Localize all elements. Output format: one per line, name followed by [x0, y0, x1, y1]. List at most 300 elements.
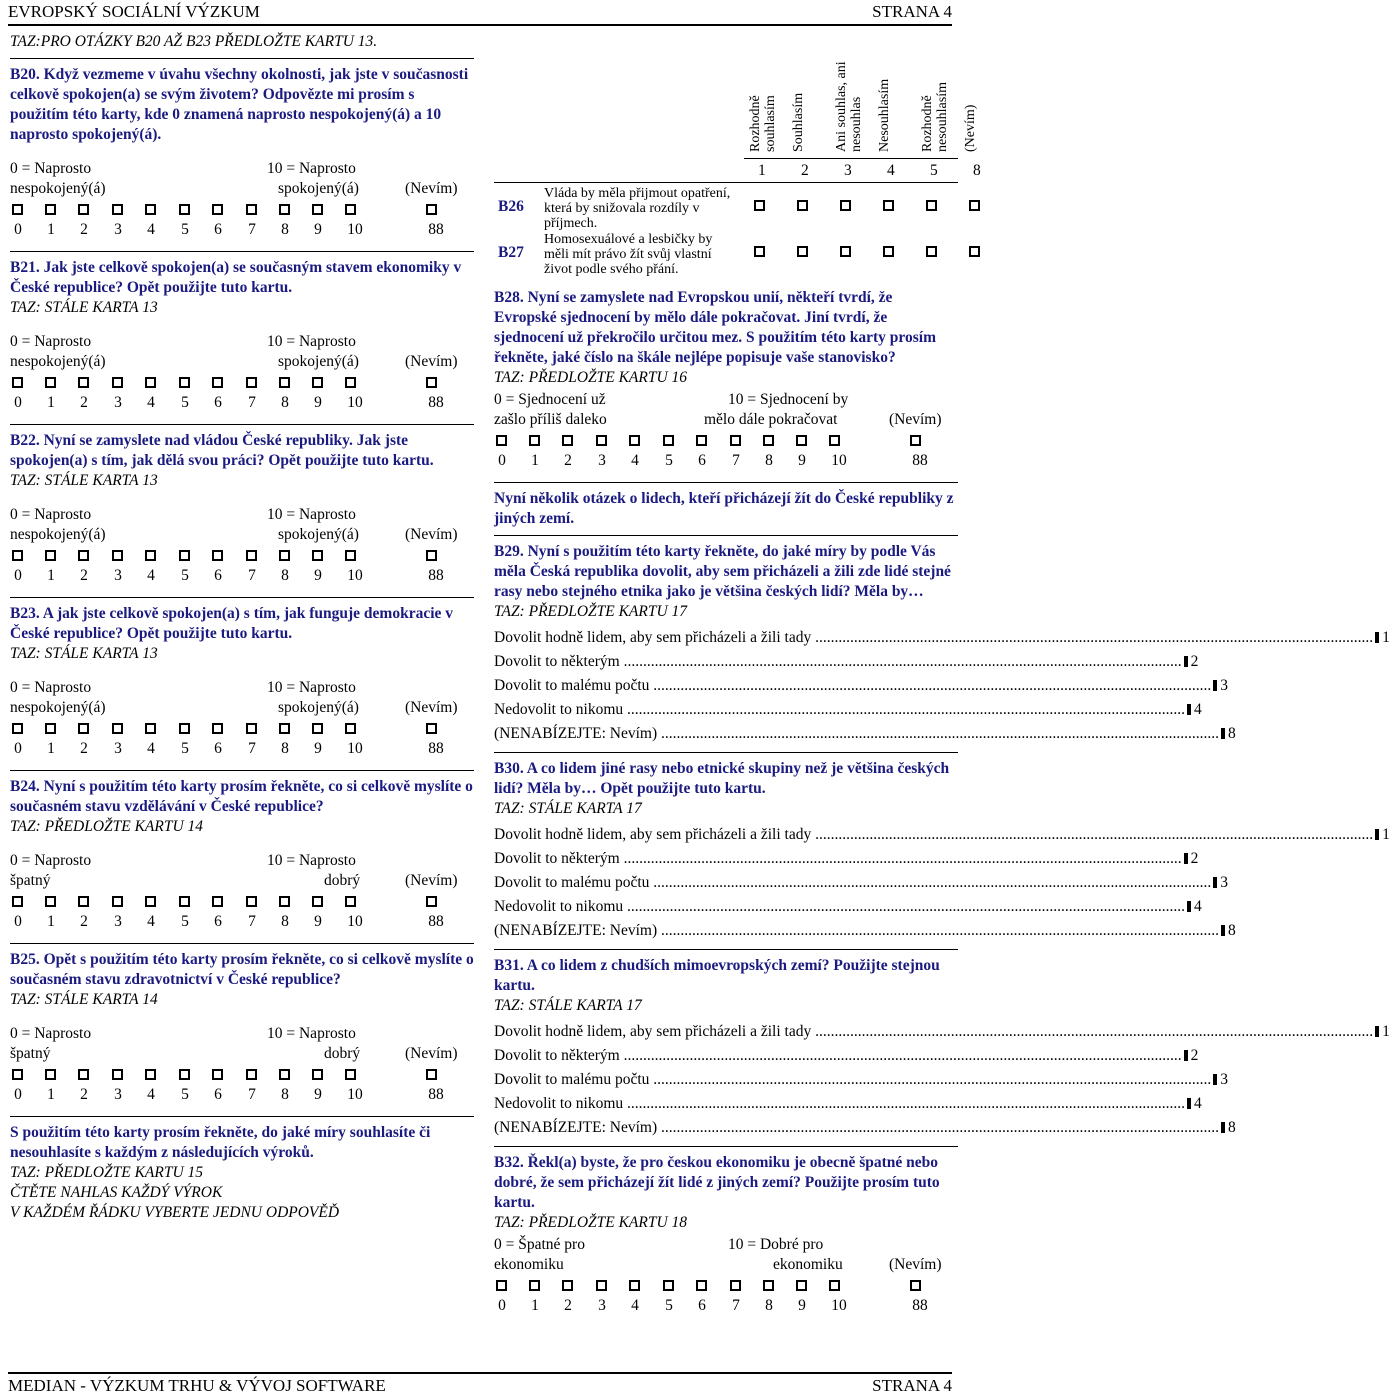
- scale-checkbox-7[interactable]: [246, 204, 257, 215]
- agree-checkbox-3[interactable]: [840, 200, 851, 211]
- scale-checkbox-7[interactable]: [730, 1280, 741, 1291]
- scale-number: 10: [347, 1086, 363, 1103]
- scale-checkbox-0[interactable]: [12, 723, 23, 734]
- header-page: STRANA 4: [872, 2, 952, 21]
- scale-dontknow-label: (Nevím): [405, 872, 458, 889]
- scale-checkbox-3[interactable]: [112, 377, 123, 388]
- agree-row-text: Vláda by měla přijmout opatření, která by snižovala rozdíly v příjmech.: [544, 186, 731, 231]
- scale-checkbox-2[interactable]: [78, 896, 89, 907]
- scale-checkbox-7[interactable]: [246, 896, 257, 907]
- scale-number: 5: [181, 394, 189, 411]
- scale-number: 3: [114, 1086, 122, 1103]
- scale-number: 4: [147, 740, 155, 757]
- scale-number: 10: [347, 740, 363, 757]
- hint-b29: TAZ: PŘEDLOŽTE KARTU 17: [494, 603, 688, 620]
- scale-number: 10: [347, 567, 363, 584]
- scale-b24: [10, 851, 474, 935]
- scale-checkbox-88[interactable]: [426, 896, 437, 907]
- scale-checkbox-2[interactable]: [78, 377, 89, 388]
- scale-checkbox-6[interactable]: [212, 204, 223, 215]
- question-b30: B30. A co lidem jiné rasy nebo etnické skupiny než je většina českých lidí? Měla by… Opět použijte tuto kartu.: [494, 760, 950, 797]
- scale-number: 5: [181, 913, 189, 930]
- scale-number: 10: [347, 221, 363, 238]
- divider: [494, 949, 958, 950]
- scale-checkbox-2[interactable]: [78, 550, 89, 561]
- scale-checkbox-4[interactable]: [629, 435, 640, 446]
- agree-table-codes: [744, 162, 981, 182]
- scale-checkbox-4[interactable]: [145, 377, 156, 388]
- agree-checkbox-2[interactable]: [797, 246, 808, 257]
- option-checkbox[interactable]: [1221, 925, 1225, 936]
- scale-checkbox-3[interactable]: [112, 550, 123, 561]
- agree-row-text: Homosexuálové a lesbičky by měli mít právo žít svůj vlastní život podle svého přání.: [544, 232, 713, 277]
- scale-left-label-1: 0 = Naprosto: [10, 852, 92, 869]
- scale-checkbox-8[interactable]: [279, 723, 290, 734]
- scale-number: 3: [114, 394, 122, 411]
- option-checkbox[interactable]: [1187, 1098, 1191, 1109]
- scale-checkbox-5[interactable]: [179, 377, 190, 388]
- option-row[interactable]: [494, 823, 1390, 847]
- scale-checkbox-4[interactable]: [145, 1069, 156, 1080]
- option-label: Dovolit to malému počtu .....: [494, 674, 1211, 698]
- scale-number: 3: [598, 452, 606, 469]
- scale-checkbox-5[interactable]: [663, 1280, 674, 1291]
- option-checkbox[interactable]: [1213, 680, 1217, 691]
- agree-checkbox-1[interactable]: [754, 246, 765, 257]
- option-row[interactable]: [494, 626, 1390, 650]
- divider: [10, 597, 474, 598]
- scale-b28: [494, 390, 958, 474]
- footer-rule: [8, 1372, 952, 1374]
- scale-checkbox-4[interactable]: [629, 1280, 640, 1291]
- scale-checkbox-9[interactable]: [312, 550, 323, 561]
- scale-checkbox-3[interactable]: [112, 1069, 123, 1080]
- option-checkbox[interactable]: [1187, 704, 1191, 715]
- scale-checkbox-1[interactable]: [45, 1069, 56, 1080]
- scale-checkbox-9[interactable]: [312, 1069, 323, 1080]
- scale-number: 2: [80, 394, 88, 411]
- option-code: 2: [1190, 1047, 1199, 1064]
- scale-checkboxes: [10, 718, 474, 740]
- scale-checkbox-88[interactable]: [910, 1280, 921, 1291]
- scale-number: 6: [214, 567, 222, 584]
- scale-number: 7: [732, 1297, 740, 1314]
- scale-checkbox-6[interactable]: [696, 435, 707, 446]
- scale-number: 9: [314, 913, 322, 930]
- scale-checkbox-8[interactable]: [763, 435, 774, 446]
- agree-checkbox-5[interactable]: [926, 200, 937, 211]
- scale-checkbox-0[interactable]: [12, 377, 23, 388]
- option-code: 1: [1382, 629, 1390, 646]
- scale-right-label-2: spokojený(á): [278, 353, 359, 370]
- scale-number: 0: [14, 567, 22, 584]
- agree-table-rows: [494, 186, 958, 278]
- scale-number: 5: [665, 1297, 673, 1314]
- option-label: Nedovolit to nikomu .....: [494, 698, 1185, 722]
- option-checkbox[interactable]: [1184, 853, 1188, 864]
- scale-checkbox-5[interactable]: [663, 435, 674, 446]
- page-footer: [8, 1376, 952, 1396]
- agree-header: Rozhodně nesouhlasím: [920, 82, 950, 152]
- hint-b23: TAZ: STÁLE KARTA 13: [10, 645, 158, 662]
- scale-checkbox-6[interactable]: [212, 1069, 223, 1080]
- scale-dontknow-label: (Nevím): [405, 699, 458, 716]
- option-row[interactable]: [494, 1092, 1202, 1116]
- divider: [494, 535, 958, 536]
- scale-checkbox-10[interactable]: [345, 377, 356, 388]
- scale-right-label-1: 10 = Naprosto: [267, 852, 356, 869]
- agree-header: Nesouhlasím: [877, 78, 892, 152]
- footer-page: STRANA 4: [872, 1376, 952, 1395]
- scale-checkbox-1[interactable]: [529, 435, 540, 446]
- agree-row: [494, 232, 958, 278]
- scale-number: 5: [181, 567, 189, 584]
- scale-number: 8: [281, 394, 289, 411]
- option-label: Nedovolit to nikomu .....: [494, 1092, 1185, 1116]
- option-checkbox[interactable]: [1221, 1122, 1225, 1133]
- option-checkbox[interactable]: [1187, 901, 1191, 912]
- agree-hint-1: TAZ: PŘEDLOŽTE KARTU 15: [10, 1164, 204, 1181]
- scale-checkbox-3[interactable]: [596, 435, 607, 446]
- option-code: 3: [1220, 874, 1229, 891]
- agree-header: (Nevím): [963, 104, 978, 152]
- scale-checkbox-7[interactable]: [246, 550, 257, 561]
- scale-checkbox-10[interactable]: [829, 1280, 840, 1291]
- option-label: Dovolit to některým .....: [494, 650, 1182, 674]
- option-code: 8: [1228, 922, 1236, 939]
- question-b24: B24. Nyní s použitím této karty prosím řekněte, co si celkově myslíte o současném stavu vzdělávání v České republice?: [10, 778, 473, 815]
- option-row[interactable]: [494, 650, 1199, 674]
- scale-checkbox-10[interactable]: [345, 204, 356, 215]
- options-b29: [494, 626, 1390, 746]
- scale-checkbox-1[interactable]: [45, 896, 56, 907]
- scale-checkbox-8[interactable]: [279, 896, 290, 907]
- scale-checkbox-10[interactable]: [345, 550, 356, 561]
- scale-number: 3: [114, 740, 122, 757]
- scale-checkbox-5[interactable]: [179, 1069, 190, 1080]
- scale-checkbox-7[interactable]: [246, 1069, 257, 1080]
- scale-number: 3: [114, 913, 122, 930]
- scale-b32: [494, 1235, 958, 1319]
- options-b31: [494, 1020, 1390, 1140]
- option-row[interactable]: [494, 1068, 1229, 1092]
- scale-number: 6: [214, 221, 222, 238]
- scale-checkbox-10[interactable]: [345, 723, 356, 734]
- option-code: 4: [1194, 1095, 1202, 1112]
- agree-header: Ani souhlas, ani nesouhlas: [834, 61, 864, 152]
- scale-checkbox-2[interactable]: [562, 1280, 573, 1291]
- scale-number: 0: [14, 1086, 22, 1103]
- scale-numbers: [10, 740, 474, 762]
- scale-number: 6: [698, 1297, 706, 1314]
- scale-number: 6: [214, 740, 222, 757]
- scale-checkbox-7[interactable]: [246, 723, 257, 734]
- scale-checkbox-3[interactable]: [112, 723, 123, 734]
- agree-checkbox-2[interactable]: [797, 200, 808, 211]
- scale-checkboxes: [494, 1275, 958, 1297]
- option-row[interactable]: [494, 674, 1229, 698]
- scale-dontknow-label: (Nevím): [405, 1045, 458, 1062]
- scale-checkbox-88[interactable]: [426, 723, 437, 734]
- scale-number: 6: [214, 394, 222, 411]
- scale-checkbox-6[interactable]: [212, 377, 223, 388]
- scale-number: 5: [181, 740, 189, 757]
- scale-right-label-1: 10 = Sjednocení by: [728, 391, 849, 408]
- options-b30: [494, 823, 1390, 943]
- scale-number: 7: [248, 567, 256, 584]
- scale-checkbox-7[interactable]: [246, 377, 257, 388]
- agree-checkbox-8[interactable]: [969, 246, 980, 257]
- scale-checkbox-3[interactable]: [596, 1280, 607, 1291]
- scale-number: 88: [428, 567, 444, 584]
- scale-right-label-1: 10 = Naprosto: [267, 160, 356, 177]
- scale-checkbox-2[interactable]: [78, 204, 89, 215]
- option-row[interactable]: [494, 698, 1202, 722]
- option-row[interactable]: [494, 1020, 1390, 1044]
- agree-checkbox-3[interactable]: [840, 246, 851, 257]
- scale-checkbox-2[interactable]: [78, 1069, 89, 1080]
- option-checkbox[interactable]: [1213, 1074, 1217, 1085]
- option-row[interactable]: [494, 871, 1229, 895]
- divider: [10, 251, 474, 252]
- scale-right-label-1: 10 = Naprosto: [267, 333, 356, 350]
- scale-left-label-2: nespokojený(á): [10, 180, 106, 197]
- scale-number: 4: [631, 452, 639, 469]
- scale-number: 0: [14, 221, 22, 238]
- option-code: 1: [1382, 826, 1390, 843]
- scale-checkbox-5[interactable]: [179, 204, 190, 215]
- scale-numbers: [10, 394, 474, 416]
- scale-left-label-1: 0 = Naprosto: [10, 333, 92, 350]
- agree-intro: S použitím této karty prosím řekněte, do jaké míry souhlasíte či nesouhlasíte s každým z následujících výroků.: [10, 1124, 431, 1161]
- question-b21: B21. Jak jste celkově spokojen(a) se současným stavem ekonomiky v České republice? Opět použijte tuto kartu.: [10, 259, 462, 296]
- scale-labels: [10, 1024, 474, 1064]
- scale-checkbox-7[interactable]: [730, 435, 741, 446]
- option-row[interactable]: [494, 1116, 1236, 1140]
- scale-checkbox-1[interactable]: [529, 1280, 540, 1291]
- scale-checkbox-2[interactable]: [562, 435, 573, 446]
- scale-checkbox-0[interactable]: [12, 896, 23, 907]
- scale-number: 10: [347, 913, 363, 930]
- scale-number: 0: [14, 913, 22, 930]
- option-code: 4: [1194, 898, 1202, 915]
- scale-checkbox-88[interactable]: [426, 204, 437, 215]
- option-checkbox[interactable]: [1221, 728, 1225, 739]
- option-label: Nedovolit to nikomu .....: [494, 895, 1185, 919]
- scale-left-label-1: 0 = Naprosto: [10, 1025, 92, 1042]
- scale-checkbox-0[interactable]: [12, 204, 23, 215]
- scale-left-label-2: nespokojený(á): [10, 699, 106, 716]
- scale-labels: [10, 332, 474, 372]
- option-checkbox[interactable]: [1375, 829, 1379, 840]
- option-label: Dovolit to malému počtu .....: [494, 871, 1211, 895]
- scale-numbers: [10, 913, 474, 935]
- question-b29: B29. Nyní s použitím této karty řekněte, do jaké míry by podle Vás měla Česká republika dovolit, aby sem přicházeli a žili zde lidé stejné rasy nebo stejného etnika jako je většina českých lidí? Měla by…: [494, 543, 951, 600]
- scale-number: 8: [281, 1086, 289, 1103]
- agree-code: 5: [930, 162, 938, 179]
- scale-number: 9: [798, 452, 806, 469]
- scale-number: 4: [147, 1086, 155, 1103]
- scale-number: 5: [181, 221, 189, 238]
- divider: [10, 943, 474, 944]
- scale-number: 6: [214, 913, 222, 930]
- agree-header-rule: [744, 158, 958, 159]
- scale-checkbox-88[interactable]: [426, 550, 437, 561]
- scale-right-label-2: dobrý: [324, 1045, 361, 1062]
- scale-checkbox-8[interactable]: [279, 550, 290, 561]
- agree-table-headers: [744, 40, 978, 152]
- agree-row: [494, 186, 958, 232]
- scale-b20: [10, 159, 474, 243]
- scale-number: 2: [564, 1297, 572, 1314]
- scale-number: 0: [14, 740, 22, 757]
- option-row[interactable]: [494, 919, 1236, 943]
- option-row[interactable]: [494, 1044, 1199, 1068]
- scale-number: 8: [281, 740, 289, 757]
- scale-number: 0: [498, 452, 506, 469]
- scale-number: 2: [80, 1086, 88, 1103]
- header-rule: [8, 24, 952, 26]
- scale-checkbox-4[interactable]: [145, 204, 156, 215]
- scale-checkbox-8[interactable]: [279, 1069, 290, 1080]
- option-code: 2: [1190, 850, 1199, 867]
- scale-number: 7: [248, 1086, 256, 1103]
- scale-left-label-1: 0 = Špatné pro: [494, 1236, 585, 1253]
- scale-dontknow-label: (Nevím): [889, 1256, 942, 1273]
- scale-b25: [10, 1024, 474, 1108]
- option-checkbox[interactable]: [1184, 656, 1188, 667]
- scale-checkbox-88[interactable]: [426, 377, 437, 388]
- option-checkbox[interactable]: [1375, 632, 1379, 643]
- agree-table: [494, 40, 981, 280]
- scale-checkbox-4[interactable]: [145, 723, 156, 734]
- scale-right-label-2: spokojený(á): [278, 699, 359, 716]
- scale-checkbox-9[interactable]: [312, 204, 323, 215]
- scale-left-label-2: ekonomiku: [494, 1256, 564, 1273]
- scale-numbers: [494, 1297, 958, 1319]
- scale-checkbox-9[interactable]: [312, 723, 323, 734]
- scale-checkbox-8[interactable]: [763, 1280, 774, 1291]
- question-b25: B25. Opět s použitím této karty prosím řekněte, co si celkově myslíte o současném stavu zdravotnictví v České republice?: [10, 951, 474, 988]
- scale-checkbox-9[interactable]: [312, 377, 323, 388]
- scale-checkbox-4[interactable]: [145, 896, 156, 907]
- scale-checkbox-9[interactable]: [796, 435, 807, 446]
- scale-number: 88: [428, 740, 444, 757]
- scale-checkbox-3[interactable]: [112, 896, 123, 907]
- scale-checkbox-1[interactable]: [45, 204, 56, 215]
- scale-checkbox-5[interactable]: [179, 723, 190, 734]
- option-checkbox[interactable]: [1213, 877, 1217, 888]
- agree-table-rule: [494, 182, 958, 183]
- scale-number: 7: [248, 913, 256, 930]
- scale-number: 1: [531, 1297, 539, 1314]
- option-checkbox[interactable]: [1184, 1050, 1188, 1061]
- divider: [10, 1116, 474, 1117]
- scale-checkbox-6[interactable]: [212, 896, 223, 907]
- scale-number: 88: [912, 452, 928, 469]
- scale-number: 88: [428, 221, 444, 238]
- question-b32: B32. Řekl(a) byste, že pro českou ekonomiku je obecně špatné nebo dobré, že sem přicházejí žít lidé z jiných zemí? Použijte prosím tuto kartu.: [494, 1154, 940, 1211]
- scale-checkbox-10[interactable]: [345, 896, 356, 907]
- agree-checkbox-4[interactable]: [883, 200, 894, 211]
- option-label: Dovolit hodně lidem, aby sem přicházeli a žili tady .....: [494, 1020, 1373, 1044]
- scale-checkbox-1[interactable]: [45, 377, 56, 388]
- scale-checkbox-88[interactable]: [910, 435, 921, 446]
- scale-checkbox-8[interactable]: [279, 377, 290, 388]
- scale-checkbox-5[interactable]: [179, 896, 190, 907]
- scale-number: 3: [114, 221, 122, 238]
- scale-number: 5: [665, 452, 673, 469]
- scale-right-label-2: spokojený(á): [278, 180, 359, 197]
- scale-right-label-1: 10 = Naprosto: [267, 679, 356, 696]
- scale-b21: [10, 332, 474, 416]
- question-b22: B22. Nyní se zamyslete nad vládou České republiky. Jak jste spokojen(a) s tím, jak dělá svou práci? Opět použijte tuto kartu.: [10, 432, 434, 469]
- divider: [494, 1146, 958, 1147]
- agree-checkbox-4[interactable]: [883, 246, 894, 257]
- scale-number: 8: [281, 913, 289, 930]
- scale-checkbox-0[interactable]: [496, 435, 507, 446]
- option-row[interactable]: [494, 847, 1199, 871]
- scale-number: 3: [114, 567, 122, 584]
- scale-number: 9: [314, 1086, 322, 1103]
- scale-checkbox-8[interactable]: [279, 204, 290, 215]
- scale-checkbox-9[interactable]: [312, 896, 323, 907]
- scale-right-label-2: ekonomiku: [773, 1256, 843, 1273]
- scale-checkbox-6[interactable]: [212, 550, 223, 561]
- scale-left-label-2: zašlo příliš daleko: [494, 411, 607, 428]
- scale-checkbox-10[interactable]: [345, 1069, 356, 1080]
- scale-checkbox-1[interactable]: [45, 723, 56, 734]
- scale-number: 10: [347, 394, 363, 411]
- option-row[interactable]: [494, 895, 1202, 919]
- scale-checkbox-3[interactable]: [112, 204, 123, 215]
- scale-checkbox-5[interactable]: [179, 550, 190, 561]
- scale-checkbox-6[interactable]: [696, 1280, 707, 1291]
- agree-checkbox-1[interactable]: [754, 200, 765, 211]
- scale-checkboxes: [10, 545, 474, 567]
- agree-checkbox-5[interactable]: [926, 246, 937, 257]
- option-label: Dovolit to malému počtu .....: [494, 1068, 1211, 1092]
- scale-checkbox-0[interactable]: [12, 550, 23, 561]
- scale-left-label-1: 0 = Naprosto: [10, 506, 92, 523]
- scale-labels: [10, 159, 474, 199]
- agree-row-id: B27: [498, 244, 524, 261]
- option-checkbox[interactable]: [1375, 1026, 1379, 1037]
- hint-b28: TAZ: PŘEDLOŽTE KARTU 16: [494, 369, 688, 386]
- option-row[interactable]: [494, 722, 1236, 746]
- scale-number: 9: [314, 394, 322, 411]
- scale-checkbox-4[interactable]: [145, 550, 156, 561]
- scale-number: 88: [428, 913, 444, 930]
- scale-number: 0: [14, 394, 22, 411]
- question-b20: B20. Když vezmeme v úvahu všechny okolnosti, jak jste v současnosti celkově spokojen(a) se svým životem? Odpovězte mi prosím s použitím této karty, kde 0 znamená naprosto nespokojený(á) a 10 naprosto spokojený(á).: [10, 66, 469, 143]
- scale-checkbox-10[interactable]: [829, 435, 840, 446]
- scale-number: 8: [281, 567, 289, 584]
- scale-left-label-1: 0 = Naprosto: [10, 160, 92, 177]
- scale-checkbox-1[interactable]: [45, 550, 56, 561]
- agree-checkbox-8[interactable]: [969, 200, 980, 211]
- scale-checkbox-9[interactable]: [796, 1280, 807, 1291]
- option-label: Dovolit hodně lidem, aby sem přicházeli a žili tady .....: [494, 823, 1373, 847]
- scale-checkbox-0[interactable]: [12, 1069, 23, 1080]
- scale-checkbox-6[interactable]: [212, 723, 223, 734]
- scale-number: 9: [314, 740, 322, 757]
- scale-left-label-2: nespokojený(á): [10, 526, 106, 543]
- scale-checkbox-2[interactable]: [78, 723, 89, 734]
- scale-checkbox-0[interactable]: [496, 1280, 507, 1291]
- scale-numbers: [494, 452, 958, 474]
- scale-checkbox-88[interactable]: [426, 1069, 437, 1080]
